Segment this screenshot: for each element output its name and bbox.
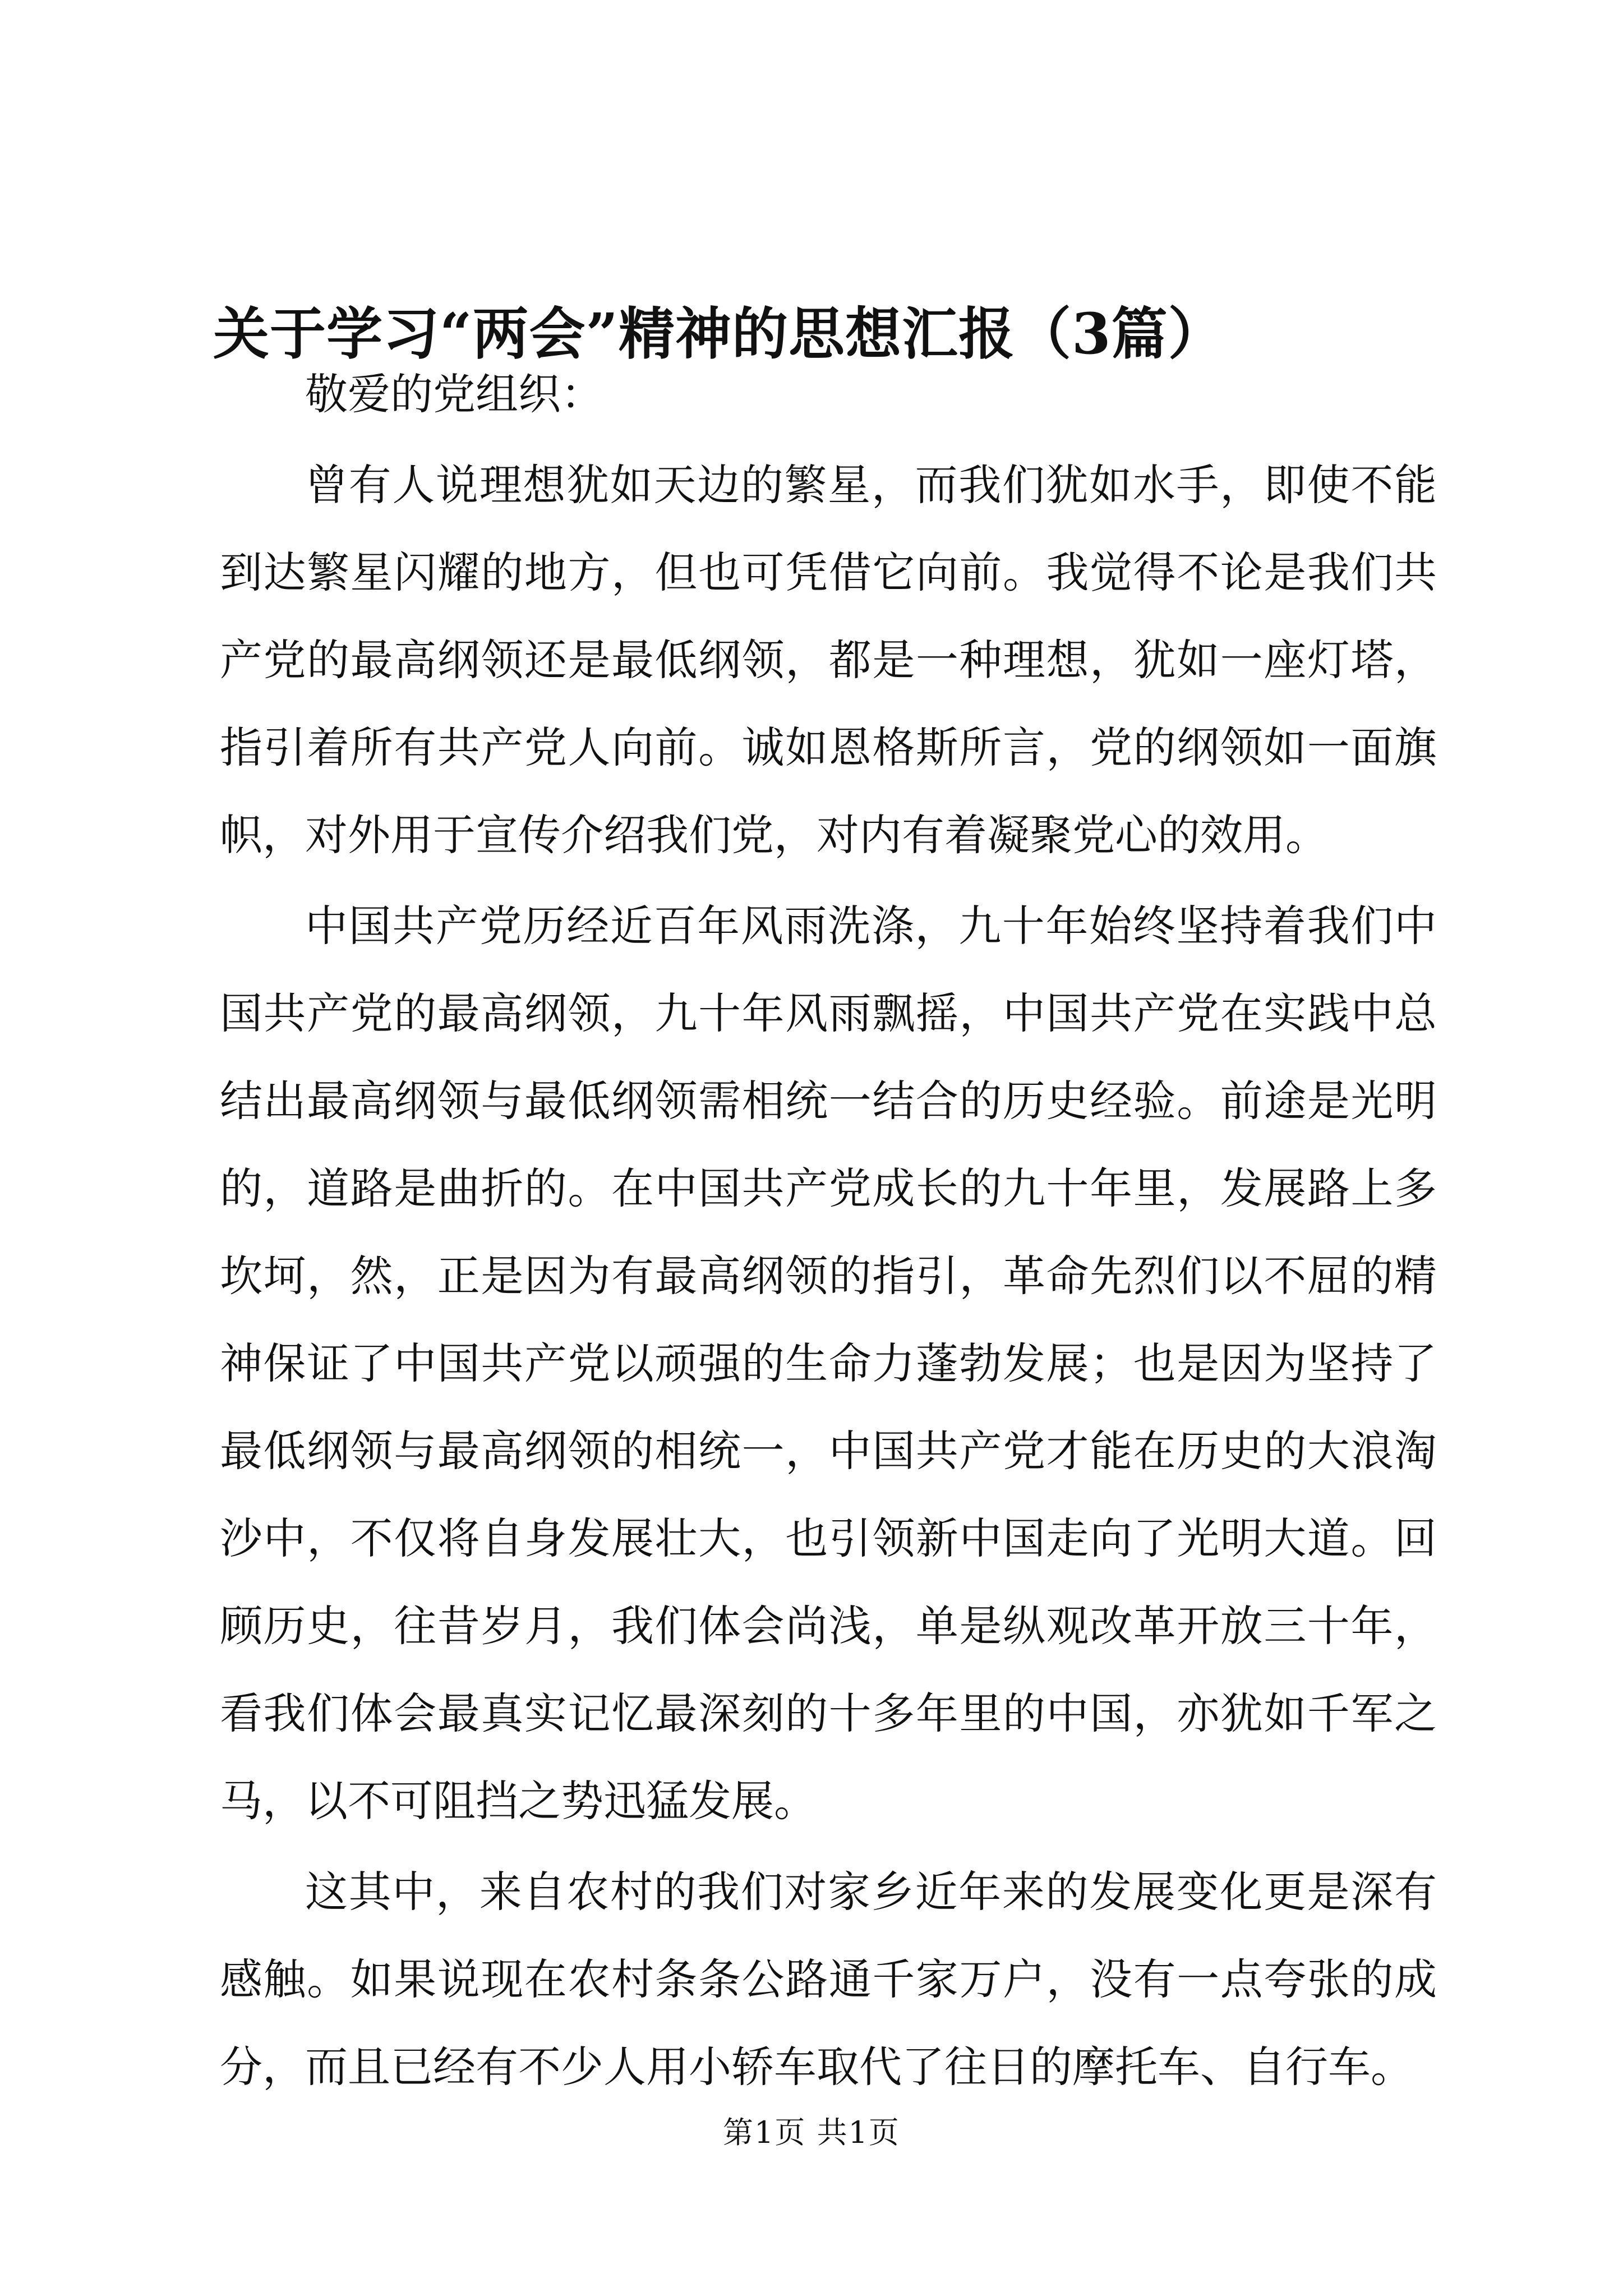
- paragraph-2: 中国共产党历经近百年风雨洗涤，九十年始终坚持着我们中国共产党的最高纲领，九十年风雨飘摇，中国共产党在实践中总结出最高纲领与最低纲领需相统一结合的历史经验。前途是光明的，道路是曲折的。在中国共产党成长的九十年里，发展路上多坎坷，然，正是因为有最高纲领的指引，革命先烈们以不屈的精神保证了中国共产党以顽强的生命力蓬勃发展；也是因为坚持了最低纲领与最高纲领的相统一，中国共产党才能在历史的大浪淘沙中，不仅将自身发展壮大，也引领新中国走向了光明大道。回顾历史，往昔岁月，我们体会尚浅，单是纵观改革开放三十年，看我们体会最真实记忆最深刻的十多年里的中国，亦犹如千军之马，以不可阻挡之势迅猛发展。: [220, 901, 1437, 1826]
- document-title: 关于学习“两会”精神的思想汇报（3篇）: [213, 301, 1225, 367]
- paragraph-1: 曾有人说理想犹如天边的繁星，而我们犹如水手，即使不能到达繁星闪耀的地方，但也可凭借它向前。我觉得不论是我们共产党的最高纲领还是最低纲领，都是一种理想，犹如一座灯塔，指引着所有共产党人向前。诚如恩格斯所言，党的纲领如一面旗帜，对外用于宣传介绍我们党，对内有着凝聚党心的效用。: [220, 460, 1437, 860]
- salutation: 敬爱的党组织：: [305, 369, 603, 419]
- document-body: [220, 351, 1437, 2111]
- page-footer: 第1页 共1页: [723, 2115, 900, 2150]
- paragraph-3: 这其中，来自农村的我们对家乡近年来的发展变化更是深有感触。如果说现在农村条条公路通千家万户，没有一点夸张的成分，而且已经有不少人用小轿车取代了往日的摩托车、自行车。: [220, 1867, 1437, 2092]
